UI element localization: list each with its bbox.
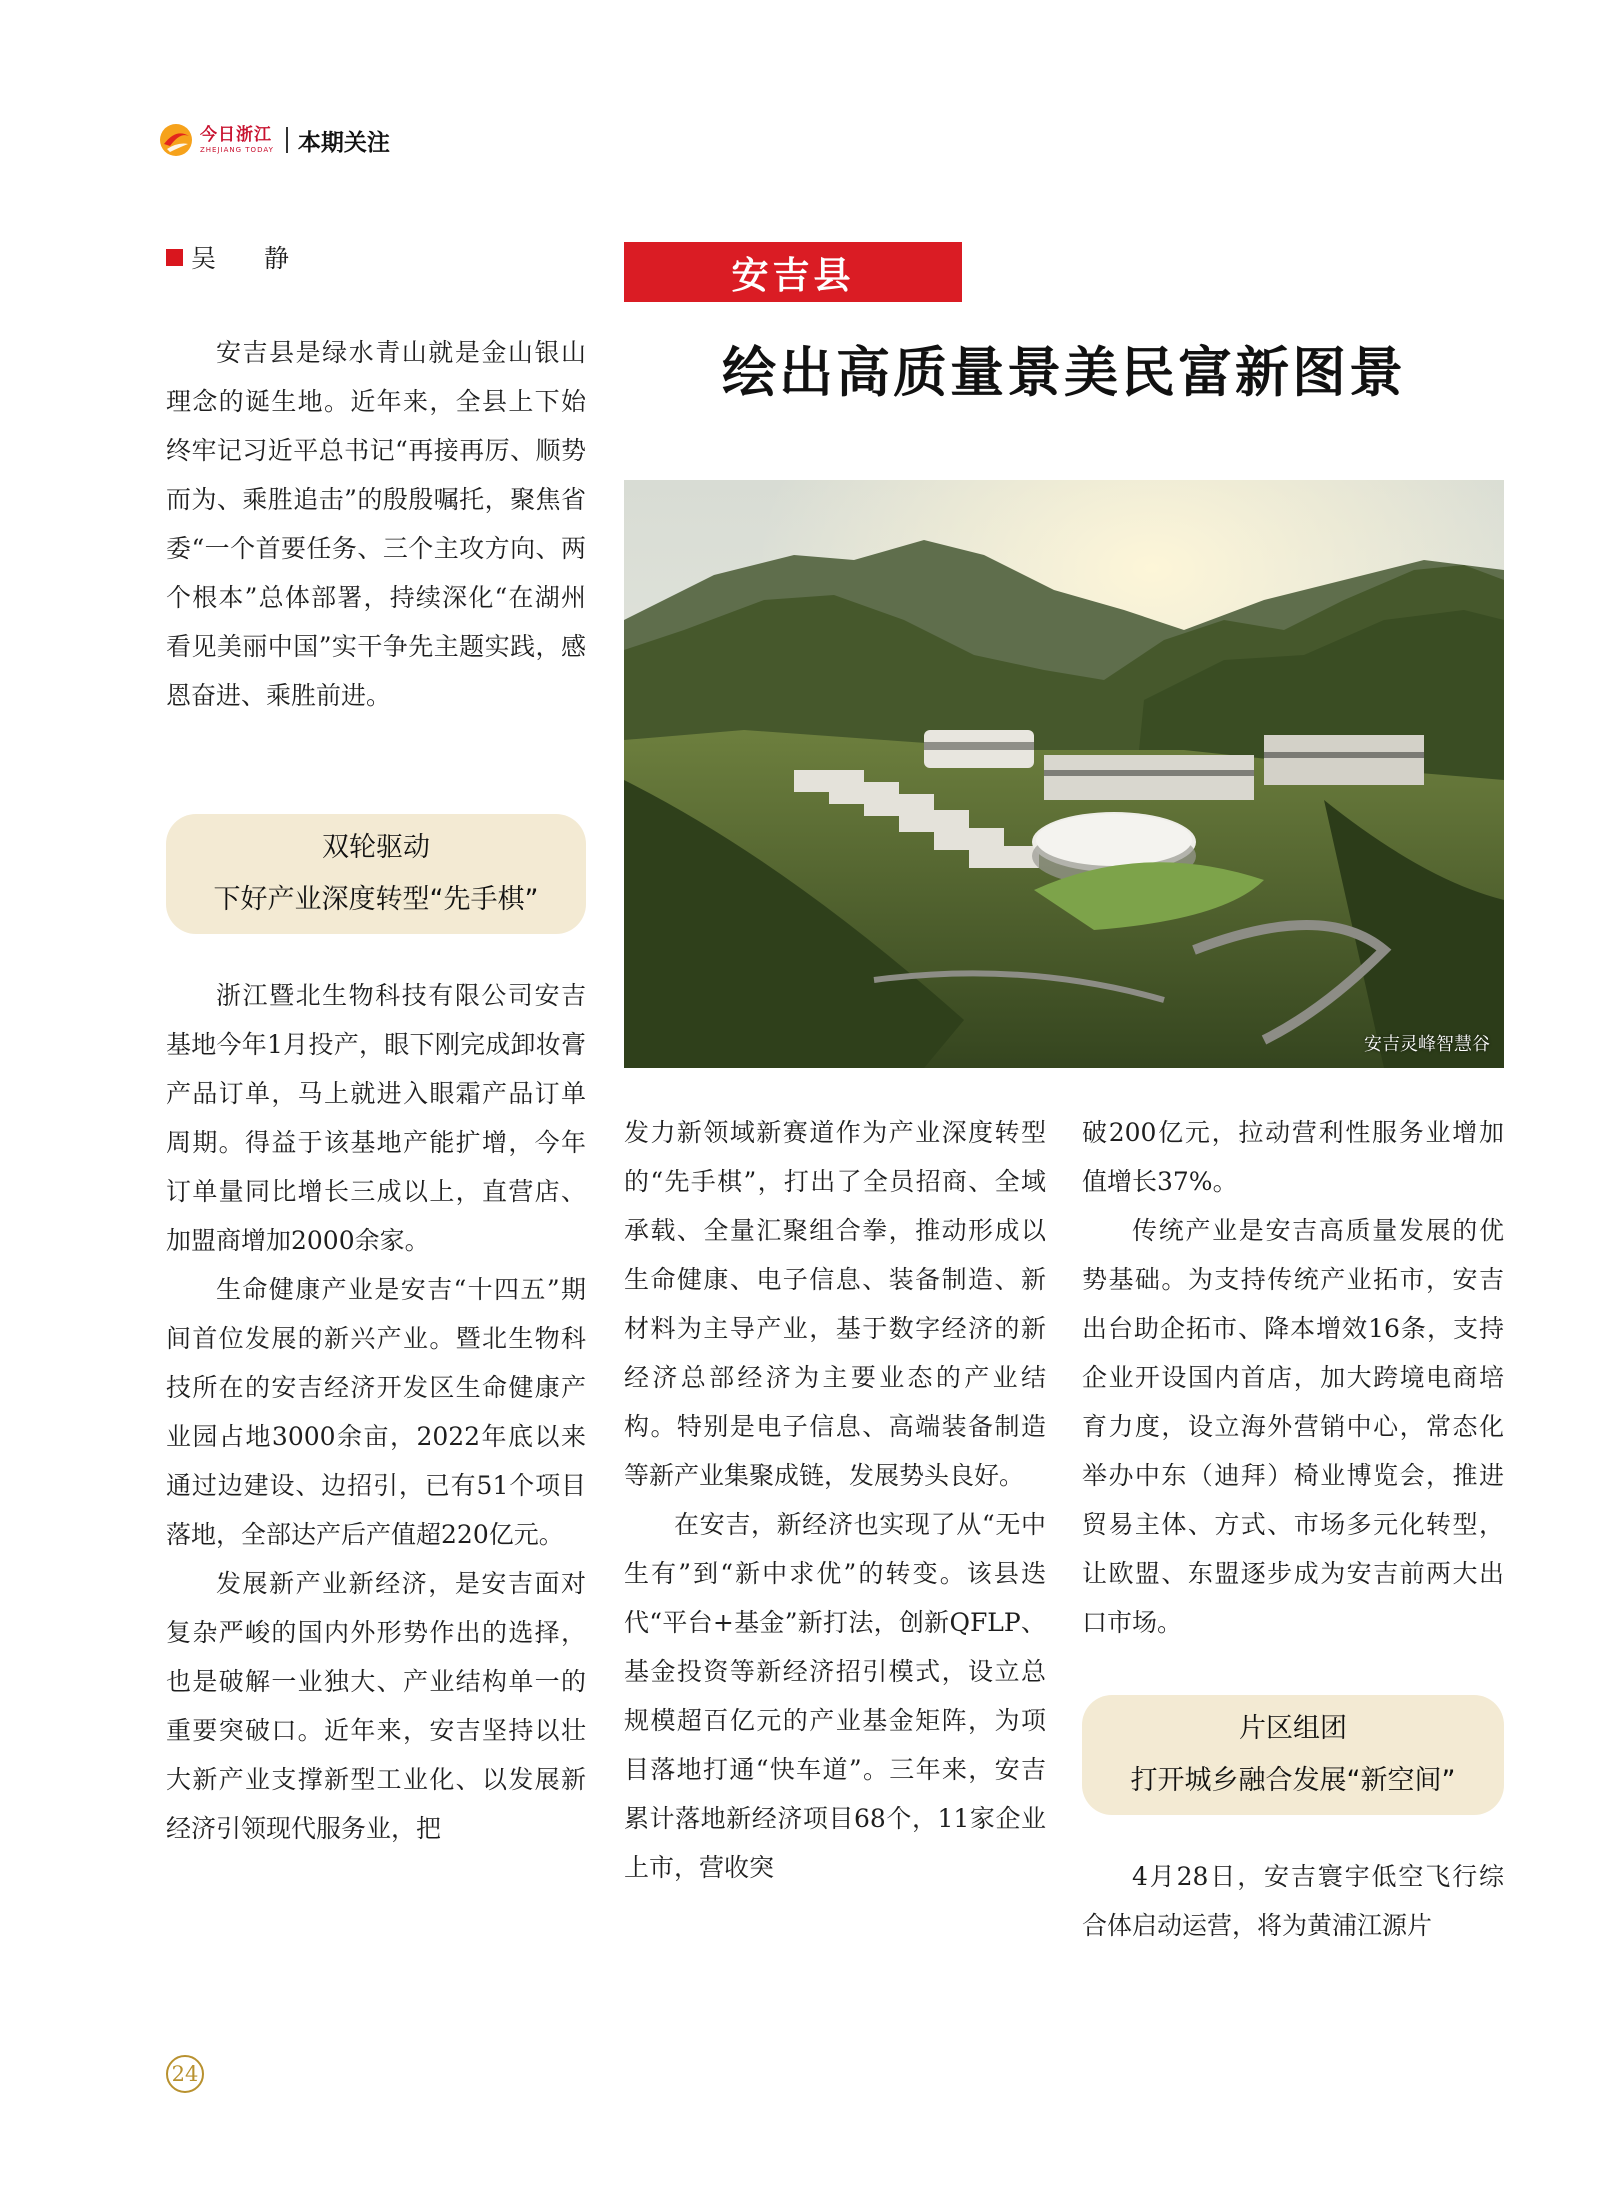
body-paragraph: 传统产业是安吉高质量发展的优势基础。为支持传统产业拓市，安吉出台助企拓市、降本增效16条，支持企业开设国内首店，加大跨境电商培育力度，设立海外营销中心，常态化举办中东（迪拜）椅业博览会，推进贸易主体、方式、市场多元化转型，让欧盟、东盟逐步成为安吉前两大出口市场。 (1082, 1216, 1504, 1637)
body-paragraph: 在安吉，新经济也实现了从“无中生有”到“新中求优”的转变。该县迭代“平台+基金”新打法，创新QFLP、基金投资等新经济招引模式，设立总规模超百亿元的产业基金矩阵，为项目落地打通“快车道”。三年来，安吉累计落地新经济项目68个，11家企业上市，营收突 (624, 1510, 1046, 1882)
subheading-dual-drive (166, 814, 586, 934)
body-paragraph-continued: 破200亿元，拉动营利性服务业增加值增长37%。 (1082, 1118, 1504, 1196)
logo-text (200, 124, 274, 154)
zhejiang-today-logo-icon (158, 122, 194, 158)
body-paragraph: 生命健康产业是安吉“十四五”期间首位发展的新兴产业。暨北生物科技所在的安吉经济开发区生命健康产业园占地3000余亩，2022年底以来通过边建设、边招引，已有51个项目落地，全部达产后产值超220亿元。 (166, 1275, 586, 1549)
header-divider (286, 127, 288, 153)
column-1-body (166, 971, 586, 1853)
photo-caption: 安吉灵峰智慧谷 (1364, 1034, 1490, 1055)
author-byline (166, 239, 309, 275)
author-name: 吴 静 (191, 244, 309, 273)
body-paragraph: 浙江暨北生物科技有限公司安吉基地今年1月投产，眼下刚完成卸妆膏产品订单，马上就进入眼霜产品订单周期。得益于该基地产能扩增，今年订单量同比增长三成以上，直营店、加盟商增加2000余家。 (166, 981, 586, 1255)
subheading-line-2: 下好产业深度转型“先手棋” (213, 884, 539, 915)
page-number: 24 (166, 2055, 204, 2093)
subheading-cluster (1082, 1695, 1504, 1815)
logo-english: ZHEJIANG TODAY (200, 145, 274, 154)
body-paragraph-continued: 发力新领域新赛道作为产业深度转型的“先手棋”，打出了全员招商、全域承载、全量汇聚组合拳，推动形成以生命健康、电子信息、装备制造、新材料为主导产业，基于数字经济的新经济总部经济为主要业态的产业结构。特别是电子信息、高端装备制造等新产业集聚成链，发展势头良好。 (624, 1118, 1046, 1490)
aerial-photo (624, 480, 1504, 1068)
masthead (158, 118, 390, 162)
county-tag: 安吉县 (624, 242, 962, 302)
logo-chinese: 今日浙江 (200, 124, 272, 145)
column-3-lower-body (1082, 1852, 1504, 1950)
valley-campus-illustration (624, 480, 1504, 1068)
subheading-line-1: 片区组团 (1239, 1713, 1347, 1744)
body-paragraph: 4月28日，安吉寰宇低空飞行综合体启动运营，将为黄浦江源片 (1082, 1862, 1504, 1940)
intro-paragraph: 安吉县是绿水青山就是金山银山理念的诞生地。近年来，全县上下始终牢记习近平总书记“再接再厉、顺势而为、乘胜追击”的殷殷嘱托，聚焦省委“一个首要任务、三个主攻方向、两个根本”总体部署，持续深化“在湖州看见美丽中国”实干争先主题实践，感恩奋进、乘胜前进。 (166, 338, 586, 710)
section-label: 本期关注 (297, 129, 390, 156)
red-square-marker-icon (166, 249, 183, 266)
intro-paragraph-block (166, 328, 586, 720)
body-paragraph: 发展新产业新经济，是安吉面对复杂严峻的国内外形势作出的选择，也是破解一业独大、产业结构单一的重要突破口。近年来，安吉坚持以壮大新产业支撑新型工业化、以发展新经济引领现代服务业，把 (166, 1569, 586, 1843)
column-3-body (1082, 1108, 1504, 1647)
column-2-body (624, 1108, 1046, 1892)
article-title: 绘出高质量景美民富新图景 (722, 340, 1406, 404)
subheading-line-2: 打开城乡融合发展“新空间” (1130, 1765, 1456, 1796)
subheading-line-1: 双轮驱动 (322, 832, 430, 863)
